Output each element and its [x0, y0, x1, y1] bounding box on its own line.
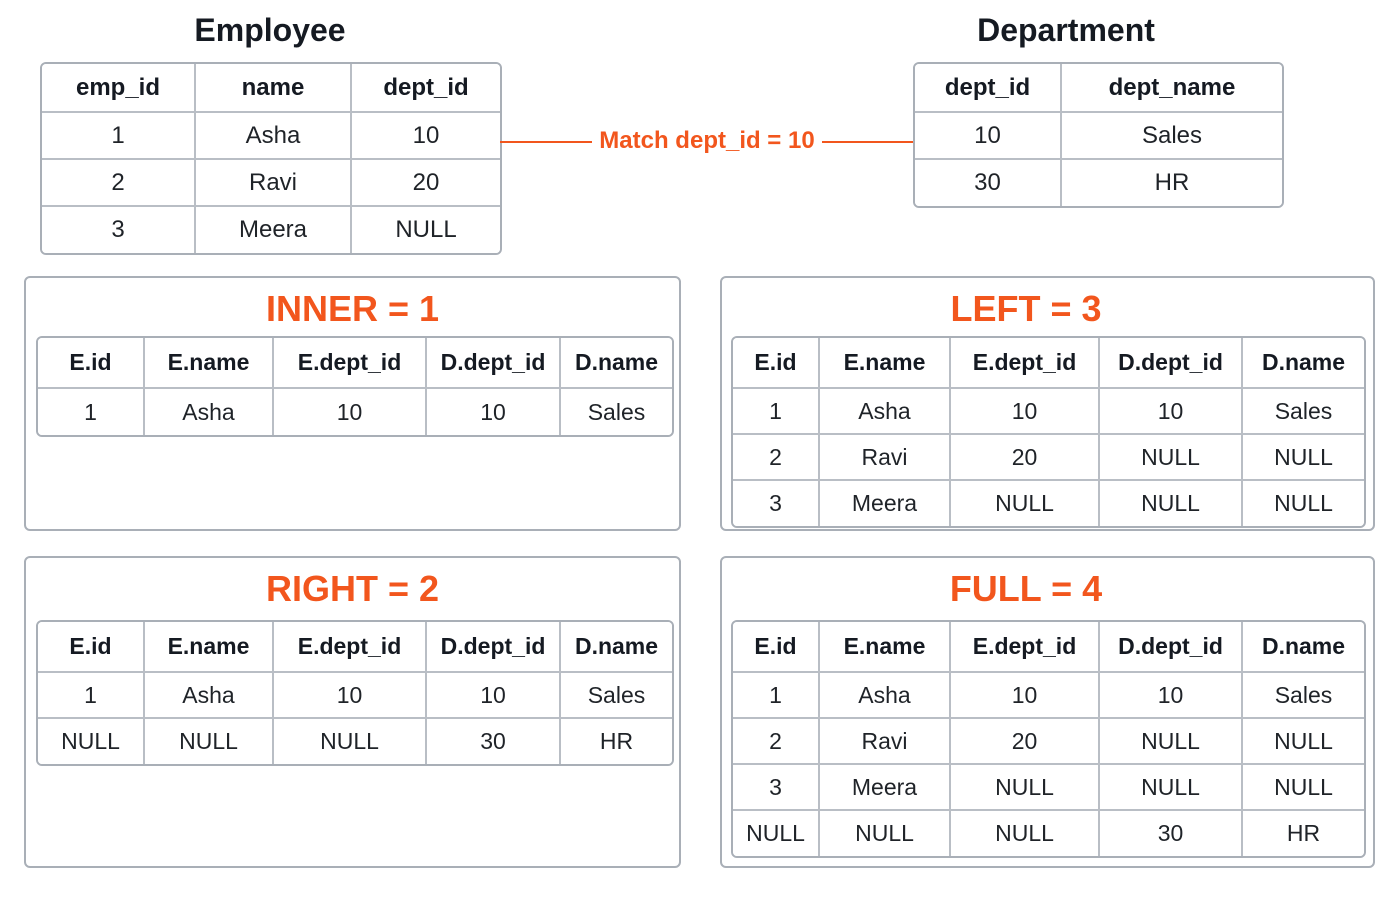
column-header: E.id [733, 338, 819, 388]
header-row [915, 64, 1282, 112]
table-cell: 10 [351, 112, 500, 159]
table-row [915, 112, 1282, 159]
table-cell: Asha [195, 112, 351, 159]
department-table [915, 64, 1282, 206]
table-cell: NULL [1099, 434, 1242, 480]
table-row [733, 388, 1364, 434]
table-cell: 10 [950, 672, 1099, 718]
column-header: E.dept_id [273, 622, 426, 672]
inner-join-title: INNER = 1 [265, 288, 440, 329]
table-cell: 2 [733, 718, 819, 764]
table-cell: NULL [273, 718, 426, 764]
table-cell: 2 [42, 159, 195, 206]
table-cell: 1 [733, 672, 819, 718]
table-cell: 10 [426, 388, 560, 435]
table-cell: NULL [950, 764, 1099, 810]
table-row [733, 810, 1364, 856]
inner-join-table-frame [36, 336, 674, 437]
table-cell: HR [1061, 159, 1282, 206]
right-join-table [38, 622, 672, 764]
column-header: D.dept_id [1099, 338, 1242, 388]
table-row [38, 388, 672, 435]
table-cell: NULL [950, 810, 1099, 856]
table-cell: NULL [733, 810, 819, 856]
table-row [733, 718, 1364, 764]
table-row [733, 434, 1364, 480]
column-header: D.dept_id [426, 622, 560, 672]
column-header: dept_name [1061, 64, 1282, 112]
full-join-table-frame [731, 620, 1366, 858]
column-header: E.id [38, 622, 144, 672]
table-cell: NULL [1242, 480, 1364, 526]
table-cell: 30 [1099, 810, 1242, 856]
column-header: E.name [819, 622, 950, 672]
table-cell: 1 [38, 388, 144, 435]
column-header: D.dept_id [1099, 622, 1242, 672]
column-header: dept_id [351, 64, 500, 112]
table-cell: HR [1242, 810, 1364, 856]
table-cell: 20 [950, 718, 1099, 764]
table-cell: 3 [733, 480, 819, 526]
table-cell: Sales [560, 388, 672, 435]
table-cell: NULL [38, 718, 144, 764]
header-row [42, 64, 500, 112]
header-row [38, 338, 672, 388]
table-cell: HR [560, 718, 672, 764]
table-cell: Asha [144, 672, 273, 718]
table-cell: 10 [915, 112, 1061, 159]
table-cell: Sales [1242, 388, 1364, 434]
right-join-table-frame [36, 620, 674, 766]
employee-table-frame [40, 62, 502, 255]
column-header: D.dept_id [426, 338, 560, 388]
table-cell: 3 [42, 206, 195, 253]
table-cell: 20 [950, 434, 1099, 480]
table-cell: 1 [733, 388, 819, 434]
table-cell: 30 [426, 718, 560, 764]
inner-join-table [38, 338, 672, 435]
match-label: Match dept_id = 10 [599, 127, 815, 154]
column-header: E.name [144, 622, 273, 672]
department-table-frame [913, 62, 1284, 208]
table-cell: Asha [144, 388, 273, 435]
table-cell: Sales [560, 672, 672, 718]
table-cell: NULL [819, 810, 950, 856]
left-join-table-frame [731, 336, 1366, 528]
column-header: E.dept_id [273, 338, 426, 388]
table-row [733, 480, 1364, 526]
table-cell: Ravi [195, 159, 351, 206]
table-cell: 20 [351, 159, 500, 206]
table-cell: Meera [195, 206, 351, 253]
right-join-title: RIGHT = 2 [265, 568, 440, 609]
table-row [42, 159, 500, 206]
table-cell: Asha [819, 672, 950, 718]
column-header: emp_id [42, 64, 195, 112]
table-cell: NULL [950, 480, 1099, 526]
match-line-left [500, 141, 592, 143]
column-header: E.dept_id [950, 622, 1099, 672]
header-row [733, 338, 1364, 388]
column-header: E.id [38, 338, 144, 388]
table-cell: NULL [144, 718, 273, 764]
column-header: D.name [1242, 338, 1364, 388]
table-cell: Sales [1242, 672, 1364, 718]
table-cell: 3 [733, 764, 819, 810]
left-join-title: LEFT = 3 [950, 288, 1102, 329]
match-line-right [822, 141, 913, 143]
column-header: dept_id [915, 64, 1061, 112]
column-header: D.name [1242, 622, 1364, 672]
table-cell: Sales [1061, 112, 1282, 159]
column-header: E.name [144, 338, 273, 388]
table-cell: NULL [1242, 434, 1364, 480]
table-cell: NULL [1099, 480, 1242, 526]
table-row [38, 672, 672, 718]
table-row [915, 159, 1282, 206]
employee-title: Employee [194, 12, 346, 48]
table-cell: Ravi [819, 718, 950, 764]
employee-table [42, 64, 500, 253]
table-cell: NULL [351, 206, 500, 253]
table-cell: NULL [1242, 764, 1364, 810]
table-row [733, 672, 1364, 718]
column-header: name [195, 64, 351, 112]
full-join-table [733, 622, 1364, 856]
table-cell: 30 [915, 159, 1061, 206]
left-join-table [733, 338, 1364, 526]
table-cell: Meera [819, 764, 950, 810]
table-row [42, 112, 500, 159]
table-cell: 10 [426, 672, 560, 718]
table-cell: 1 [42, 112, 195, 159]
column-header: E.name [819, 338, 950, 388]
column-header: D.name [560, 338, 672, 388]
department-title: Department [977, 12, 1155, 48]
table-cell: Meera [819, 480, 950, 526]
table-cell: NULL [1099, 764, 1242, 810]
table-cell: NULL [1242, 718, 1364, 764]
header-row [733, 622, 1364, 672]
table-row [733, 764, 1364, 810]
table-cell: 10 [1099, 672, 1242, 718]
column-header: E.id [733, 622, 819, 672]
table-cell: 10 [273, 388, 426, 435]
table-cell: 2 [733, 434, 819, 480]
table-cell: Asha [819, 388, 950, 434]
table-cell: 10 [273, 672, 426, 718]
table-cell: NULL [1099, 718, 1242, 764]
table-cell: 1 [38, 672, 144, 718]
table-row [38, 718, 672, 764]
table-cell: Ravi [819, 434, 950, 480]
header-row [38, 622, 672, 672]
column-header: D.name [560, 622, 672, 672]
column-header: E.dept_id [950, 338, 1099, 388]
full-join-title: FULL = 4 [949, 568, 1103, 609]
table-row [42, 206, 500, 253]
table-cell: 10 [1099, 388, 1242, 434]
table-cell: 10 [950, 388, 1099, 434]
